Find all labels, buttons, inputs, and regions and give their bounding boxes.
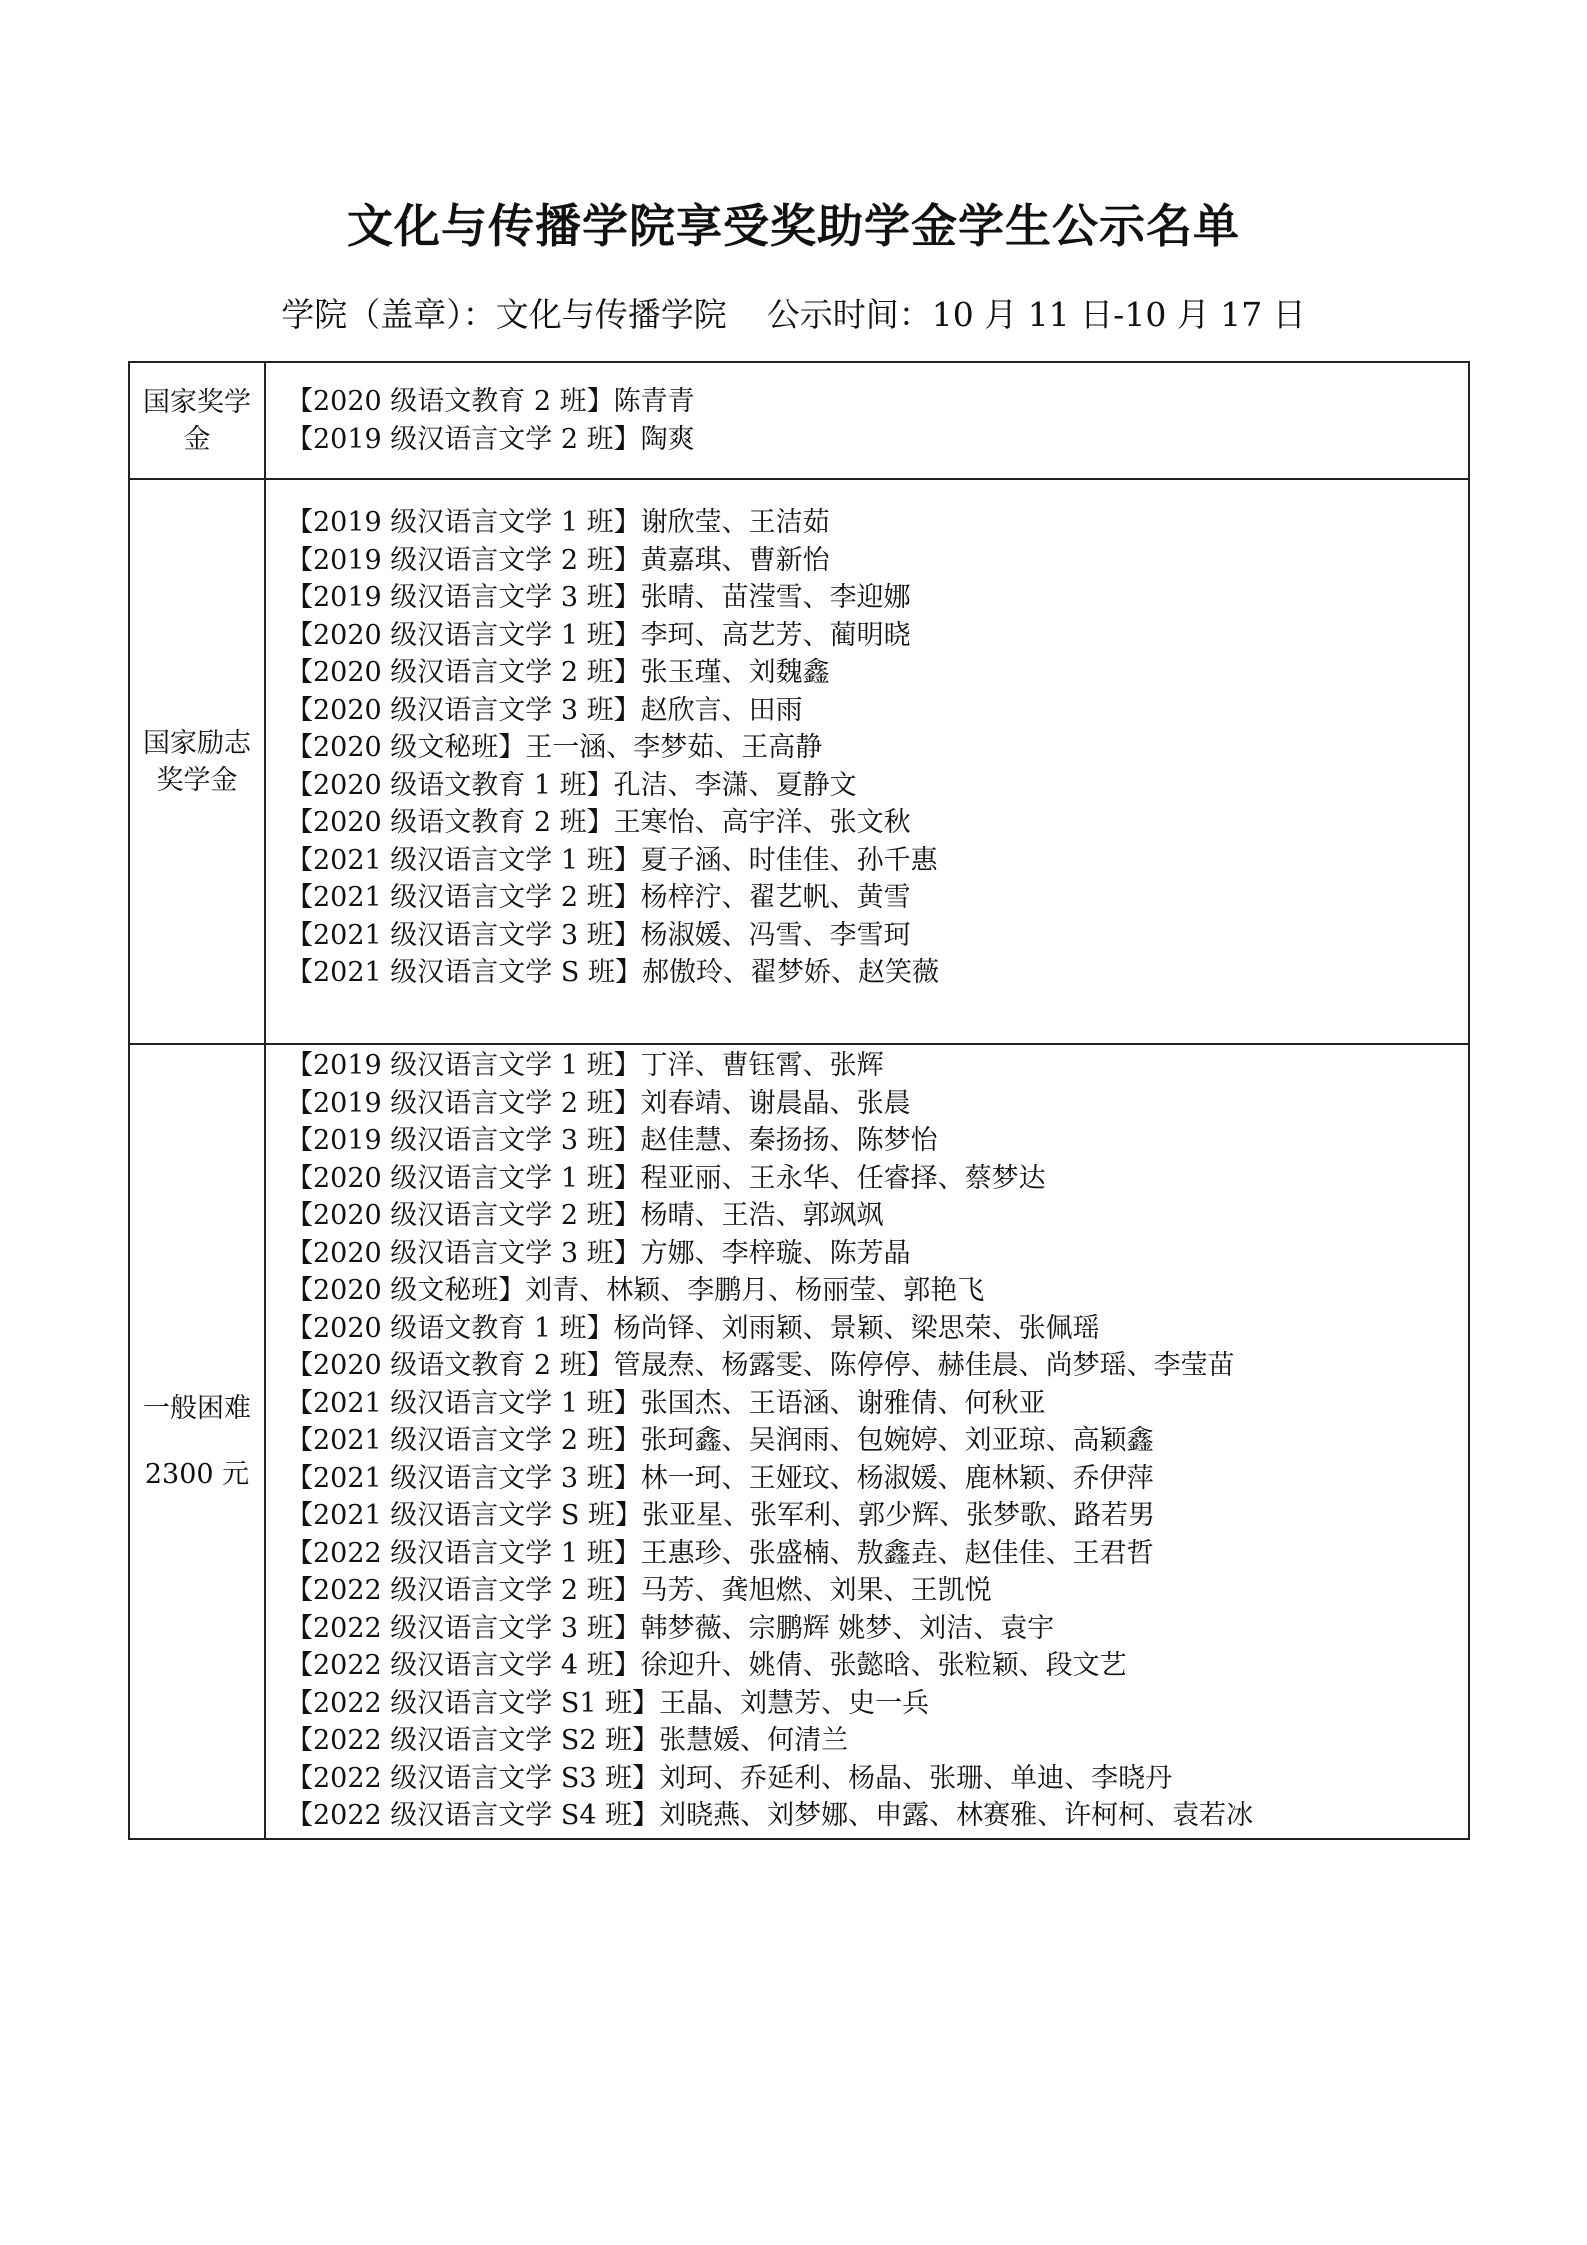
list-item: 【2020 级汉语言文学 2 班】张玉瑾、刘魏鑫 xyxy=(286,657,830,688)
category-cell xyxy=(129,479,265,1044)
list-item: 【2019 级汉语言文学 3 班】张晴、苗滢雪、李迎娜 xyxy=(286,582,911,613)
list-item: 【2019 级汉语言文学 2 班】刘春靖、谢晨晶、张晨 xyxy=(286,1087,911,1119)
category-cell xyxy=(129,362,265,479)
list-item: 【2020 级语文教育 2 班】王寒怡、高宇洋、张文秋 xyxy=(286,807,911,838)
list-item: 【2019 级汉语言文学 1 班】丁洋、曹钰霄、张辉 xyxy=(286,1050,884,1081)
list-item: 【2020 级汉语言文学 3 班】方娜、李梓璇、陈芳晶 xyxy=(286,1237,911,1269)
category-name: 一般困难 xyxy=(143,1393,251,1424)
list-item: 【2021 级汉语言文学 2 班】杨梓泞、翟艺帆、黄雪 xyxy=(286,882,911,913)
list-item: 【2019 级汉语言文学 3 班】赵佳慧、秦扬扬、陈梦怡 xyxy=(286,1125,938,1156)
category-cell xyxy=(129,1044,265,1839)
table-row xyxy=(129,479,1469,1044)
page-title: 文化与传播学院享受奖助学金学生公示名单 xyxy=(347,199,1240,253)
list-item: 【2020 级文秘班】王一涵、李梦茹、王高静 xyxy=(286,732,823,763)
category-label: 国家励志奖学金 xyxy=(143,727,251,796)
list-item: 【2022 级汉语言文学 2 班】马芳、龚旭燃、刘果、王凯悦 xyxy=(286,1575,992,1606)
list-item: 【2021 级汉语言文学 3 班】林一珂、王娅玟、杨淑媛、鹿林颖、乔伊萍 xyxy=(286,1462,1154,1494)
list-item: 【2020 级汉语言文学 3 班】赵欣言、田雨 xyxy=(286,694,803,726)
list-item: 【2020 级语文教育 2 班】陈青青 xyxy=(286,386,695,417)
list-item: 【2020 级汉语言文学 2 班】杨晴、王浩、郭飒飒 xyxy=(286,1200,884,1231)
list-item: 【2020 级汉语言文学 1 班】李珂、高艺芳、蔺明晓 xyxy=(286,619,911,651)
list-item: 【2022 级汉语言文学 1 班】王惠珍、张盛楠、敖鑫垚、赵佳佳、王君哲 xyxy=(286,1537,1154,1569)
list-item: 【2022 级汉语言文学 3 班】韩梦薇、宗鹏辉 姚梦、刘洁、袁宇 xyxy=(286,1612,1055,1644)
list-item: 【2020 级文秘班】刘青、林颖、李鹏月、杨丽莹、郭艳飞 xyxy=(286,1275,985,1306)
list-item: 【2021 级汉语言文学 S 班】郝傲玲、翟梦娇、赵笑薇 xyxy=(286,957,939,988)
college-label: 学院（盖章）：文化与传播学院 xyxy=(281,295,727,334)
list-item: 【2021 级汉语言文学 3 班】杨淑媛、冯雪、李雪珂 xyxy=(286,919,911,951)
list-item: 【2022 级汉语言文学 S4 班】刘晓燕、刘梦娜、申露、林赛雅、许柯柯、袁若冰 xyxy=(286,1800,1254,1831)
entries-cell xyxy=(265,479,1469,1044)
entries-cell xyxy=(265,1044,1469,1839)
list-item: 【2022 级汉语言文学 4 班】徐迎升、姚倩、张懿晗、张粒颖、段文艺 xyxy=(286,1650,1127,1681)
list-item: 【2020 级汉语言文学 1 班】程亚丽、王永华、任睿择、蔡梦达 xyxy=(286,1162,1046,1194)
list-item: 【2019 级汉语言文学 2 班】黄嘉琪、曹新怡 xyxy=(286,544,830,576)
list-item: 【2019 级汉语言文学 1 班】谢欣莹、王洁茹 xyxy=(286,507,830,538)
list-item: 【2021 级汉语言文学 1 班】夏子涵、时佳佳、孙千惠 xyxy=(286,844,938,876)
list-item: 【2020 级语文教育 2 班】管晟焘、杨露雯、陈停停、赫佳晨、尚梦瑶、李莹苗 xyxy=(286,1350,1235,1381)
award-table xyxy=(128,361,1470,1840)
category-amount: 2300 元 xyxy=(144,1459,250,1490)
list-item: 【2020 级语文教育 1 班】孔洁、李潇、夏静文 xyxy=(286,769,857,801)
list-item: 【2022 级汉语言文学 S2 班】张慧媛、何清兰 xyxy=(286,1725,849,1756)
list-item: 【2022 级汉语言文学 S1 班】王晶、刘慧芳、史一兵 xyxy=(286,1687,930,1719)
list-item: 【2020 级语文教育 1 班】杨尚铎、刘雨颖、景颖、梁思荣、张佩瑶 xyxy=(286,1312,1100,1344)
list-item: 【2021 级汉语言文学 S 班】张亚星、张军利、郭少辉、张梦歌、路若男 xyxy=(286,1500,1155,1531)
category-label: 国家奖学金 xyxy=(143,386,251,455)
table-row xyxy=(129,362,1469,479)
list-item: 【2019 级汉语言文学 2 班】陶爽 xyxy=(286,423,695,455)
category-label xyxy=(142,1390,252,1493)
list-item: 【2022 级汉语言文学 S3 班】刘珂、乔延利、杨晶、张珊、单迪、李晓丹 xyxy=(286,1762,1173,1794)
list-item: 【2021 级汉语言文学 1 班】张国杰、王语涵、谢雅倩、何秋亚 xyxy=(286,1387,1046,1419)
subtitle xyxy=(0,290,1587,340)
entries-cell xyxy=(265,362,1469,479)
list-item: 【2021 级汉语言文学 2 班】张珂鑫、吴润雨、包婉婷、刘亚琼、高颖鑫 xyxy=(286,1425,1154,1456)
period-label: 公示时间：10 月 11 日-10 月 17 日 xyxy=(766,295,1306,334)
table-row xyxy=(129,1044,1469,1839)
